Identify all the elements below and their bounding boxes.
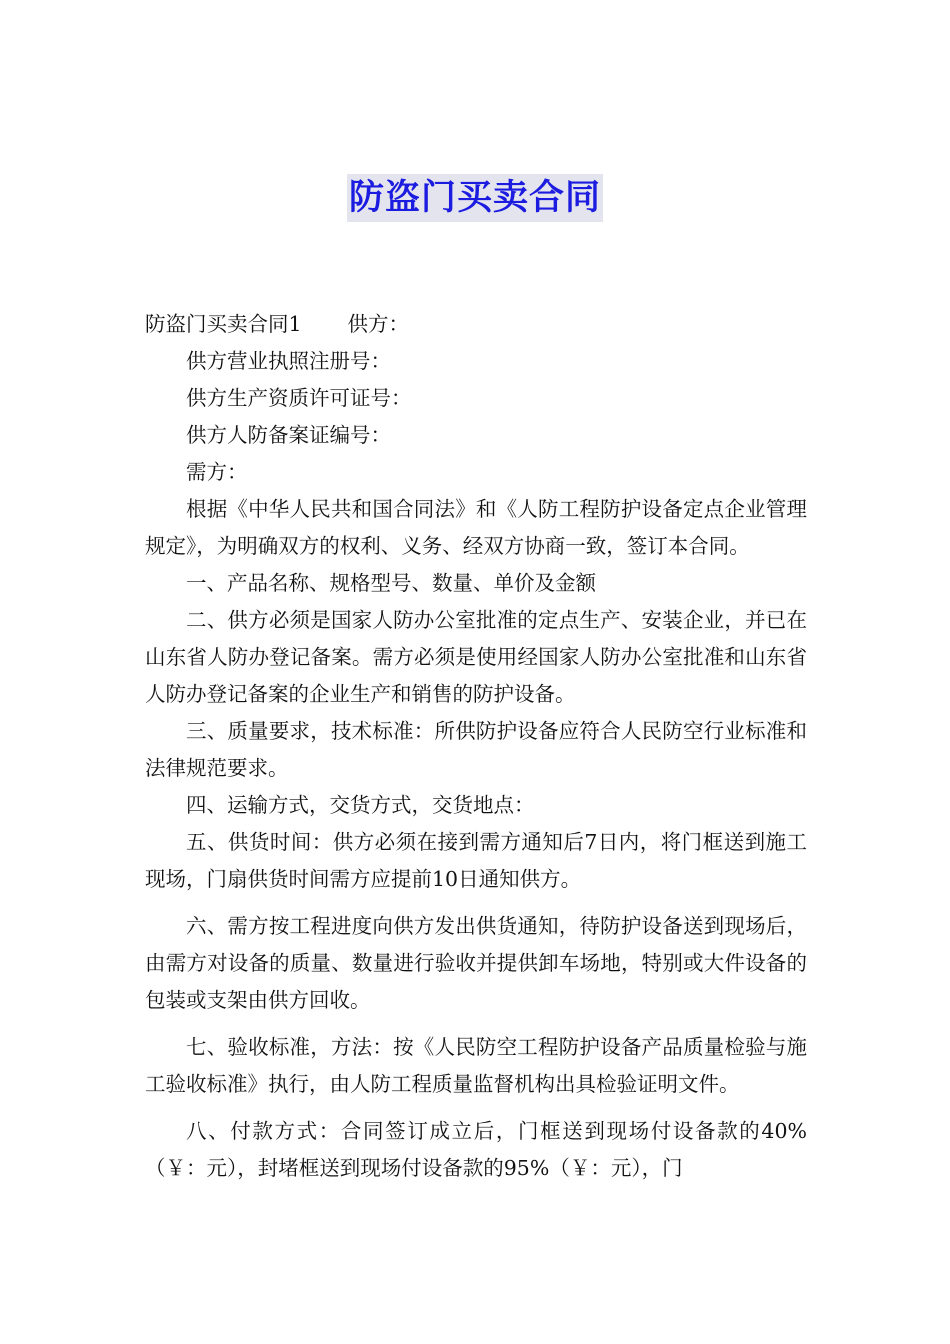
clause-8: 八、付款方式：合同签订成立后，门框送到现场付设备款的40%（￥：元），封堵框送到现场付设备款的95%（￥：元），门 [145, 1119, 807, 1180]
clause-5: 五、供货时间：供方必须在接到需方通知后7日内，将门框送到施工现场，门扇供货时间需方应提前10日通知供方。 [145, 830, 807, 891]
paragraph-qualification: 供方生产资质许可证号： [186, 386, 412, 410]
clause-4: 四、运输方式，交货方式，交货地点： [186, 793, 535, 817]
intro-line [145, 306, 807, 343]
clause-7: 七、验收标准，方法：按《人民防空工程防护设备产品质量检验与施工验收标准》执行，由人防工程质量监督机构出具检验证明文件。 [145, 1035, 807, 1096]
document-title: 防盗门买卖合同 [347, 174, 603, 222]
paragraph-buyer: 需方： [186, 460, 248, 484]
title-container [0, 174, 950, 222]
paragraph-license: 供方营业执照注册号： [186, 349, 391, 373]
clause-3: 三、质量要求，技术标准：所供防护设备应符合人民防空行业标准和法律规范要求。 [145, 719, 807, 780]
intro-heading: 防盗门买卖合同1 [145, 312, 302, 336]
paragraph-filing: 供方人防备案证编号： [186, 423, 391, 447]
intro-supplier: 供方： [347, 312, 410, 336]
document-body [145, 306, 807, 1187]
paragraph-basis: 根据《中华人民共和国合同法》和《人防工程防护设备定点企业管理规定》，为明确双方的权利、义务、经双方协商一致，签订本合同。 [145, 497, 807, 558]
clause-2: 二、供方必须是国家人防办公室批准的定点生产、安装企业，并已在山东省人防办登记备案。需方必须是使用经国家人防办公室批准和山东省人防办登记备案的企业生产和销售的防护设备。 [145, 608, 807, 706]
clause-6: 六、需方按工程进度向供方发出供货通知，待防护设备送到现场后，由需方对设备的质量、数量进行验收并提供卸车场地，特别或大件设备的包装或支架由供方回收。 [145, 914, 807, 1012]
clause-1: 一、产品名称、规格型号、数量、单价及金额 [186, 571, 596, 595]
